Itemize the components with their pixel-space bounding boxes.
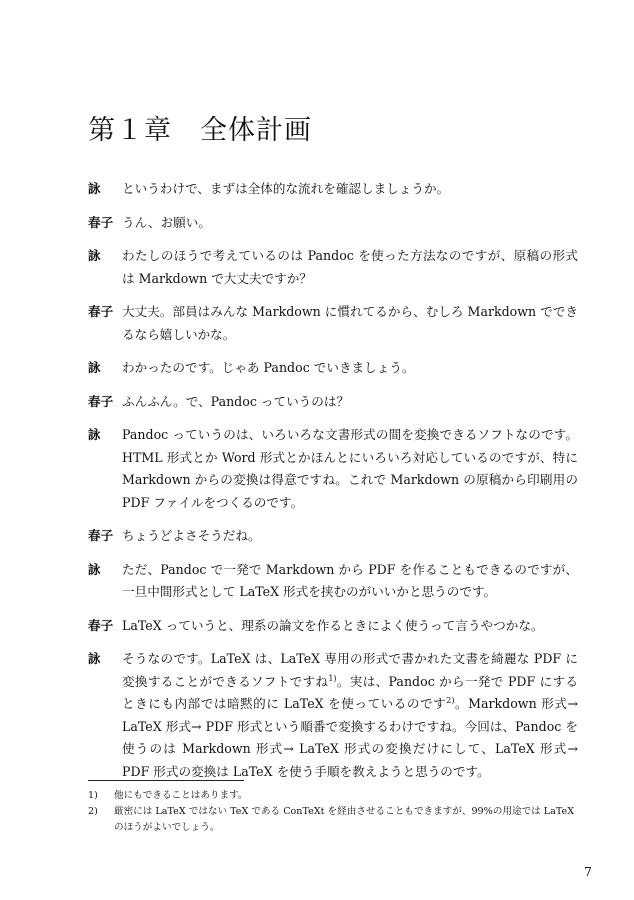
footnote-text: 他にもできることはあります。 bbox=[114, 790, 248, 801]
speech-segment: わたしのほうで考えているのは Pandoc を使った方法なのですが、原稿の形式は Markdown で大丈夫ですか？ bbox=[122, 248, 578, 286]
speech-segment: そうなのです。LaTeX は、LaTeX 専用の形式で書かれた文書を綺麗な PDF に変換することができるソフトですね bbox=[122, 651, 578, 689]
dialogue-turn bbox=[88, 391, 578, 414]
footnote-item bbox=[88, 788, 578, 804]
speech-text bbox=[122, 559, 578, 604]
speech-segment: というわけで、まずは全体的な流れを確認しましょうか。 bbox=[122, 181, 450, 196]
speech-segment: うん、お願い。 bbox=[122, 214, 211, 230]
speech-segment: わかったのです。じゃあ Pandoc でいきましょう。 bbox=[122, 360, 415, 375]
speech-text bbox=[122, 648, 578, 783]
footnote-separator bbox=[88, 780, 244, 781]
speech-segment: ただ、Pandoc で一発で Markdown から PDF を作ることもできるのですが、一旦中間形式として LaTeX 形式を挟むのがいいかと思うのです。 bbox=[122, 561, 578, 599]
dialogue-turn bbox=[88, 559, 578, 604]
footnote-ref: 2) bbox=[446, 695, 455, 705]
dialogue-turn bbox=[88, 424, 578, 514]
footnote-mark: 2) bbox=[88, 806, 98, 817]
speaker-label: 詠 bbox=[88, 360, 101, 375]
speech-segment: 。Markdown 形式→ LaTeX 形式→ PDF 形式という順番で変換するわけですね。今回は、Pandoc を使うのは Markdown 形式→ LaTeX 形式の変換だけにして、LaTeX 形式→ PDF 形式の変換は LaTeX を使う手順を教えようと思うのです。 bbox=[122, 696, 578, 779]
speech-text bbox=[122, 245, 578, 290]
speech-text bbox=[122, 525, 578, 548]
speech-segment: LaTeX っていうと、理系の論文を作るときによく使うって言うやつかな。 bbox=[122, 617, 544, 633]
speech-segment: ちょうどよさそうだね。 bbox=[122, 528, 261, 543]
speaker-label: 詠 bbox=[88, 181, 101, 196]
dialogue-turn bbox=[88, 648, 578, 783]
footnote-ref: 1) bbox=[328, 673, 337, 683]
dialogue-turn bbox=[88, 245, 578, 290]
footnote-item bbox=[88, 804, 578, 836]
speech-text bbox=[122, 212, 578, 235]
speaker-label: 春子 bbox=[88, 617, 114, 633]
dialogue-turn bbox=[88, 212, 578, 235]
dialogue-turn bbox=[88, 525, 578, 548]
chapter-title: 第１章 全体計画 bbox=[88, 115, 312, 146]
speech-segment: 。実は、Pandoc から一発で PDF にするときにも内部では暗黙的に LaTeX を使っているのです bbox=[122, 673, 579, 711]
speech-segment: Pandoc っていうのは、いろいろな文書形式の間を変換できるソフトなのです。HTML 形式とか Word 形式とかほんとにいろいろ対応しているのですが、特に Markdown からの変換は得意ですね。これで Markdown の原稿から印刷用の PDF ファイルをつくるのです。 bbox=[122, 427, 578, 510]
speech-text bbox=[122, 301, 578, 346]
footnote-text: 厳密には LaTeX ではない TeX である ConTeXt を経由させることもできますが、99%の用途では LaTeX のほうがよいでしょう。 bbox=[114, 806, 575, 833]
dialogue-turn bbox=[88, 178, 578, 201]
speech-text bbox=[122, 424, 578, 514]
speaker-label: 春子 bbox=[88, 528, 114, 543]
speech-text bbox=[122, 391, 578, 414]
footnotes bbox=[88, 788, 578, 836]
speech-segment: 大丈夫。部員はみんな Markdown に慣れてるから、むしろ Markdown でできるなら嬉しいかな。 bbox=[122, 304, 578, 342]
speaker-label: 詠 bbox=[88, 561, 101, 577]
speaker-label: 春子 bbox=[88, 214, 114, 230]
speech-text bbox=[122, 178, 578, 201]
speech-segment: ふんふん。で、Pandoc っていうのは？ bbox=[122, 393, 350, 409]
speech-text bbox=[122, 357, 578, 380]
speaker-label: 詠 bbox=[88, 427, 101, 442]
speaker-label: 詠 bbox=[88, 248, 101, 263]
dialogue-turn bbox=[88, 615, 578, 638]
speaker-label: 詠 bbox=[88, 651, 101, 666]
dialogue-turn bbox=[88, 357, 578, 380]
dialogue-turn bbox=[88, 301, 578, 346]
speech-text bbox=[122, 615, 578, 638]
speaker-label: 春子 bbox=[88, 304, 114, 319]
footnote-mark: 1) bbox=[88, 790, 98, 801]
dialogue-section bbox=[88, 178, 578, 794]
speaker-label: 春子 bbox=[88, 393, 114, 409]
page-number: 7 bbox=[584, 864, 592, 879]
